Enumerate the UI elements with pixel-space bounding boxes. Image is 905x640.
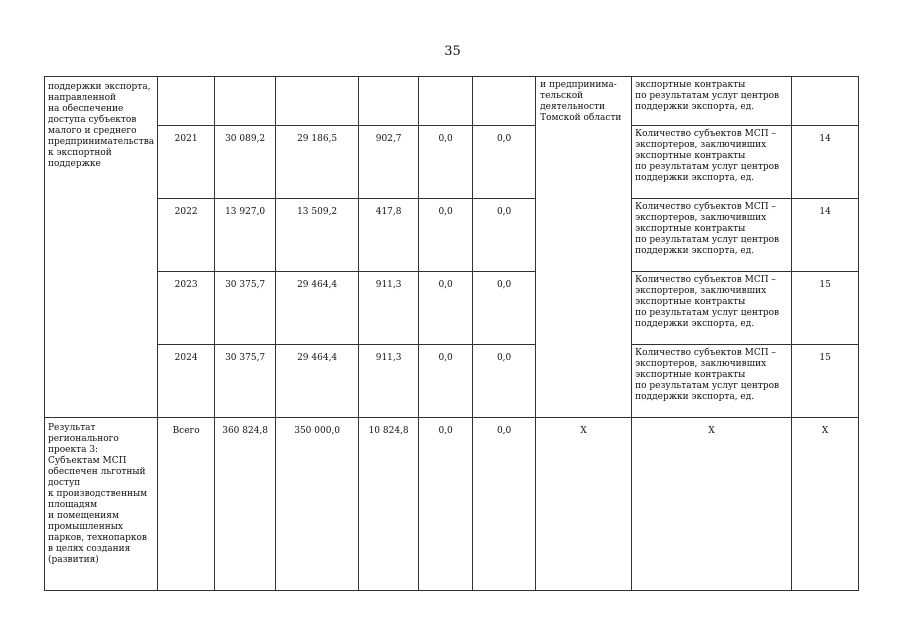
- other-sources-cell: 0,0: [473, 345, 536, 418]
- table-row: [45, 272, 859, 345]
- table-row: [45, 418, 859, 591]
- empty-cell: [215, 77, 276, 126]
- indicator-cell: Количество субъектов МСП – экспортеров, заключивших экспортные контракты по результатам услуг центров поддержки экспорта, ед.: [632, 126, 792, 199]
- year-cell: 2021: [158, 126, 215, 199]
- regional-budget-cell: 911,3: [359, 345, 419, 418]
- local-budget-cell: 0,0: [419, 126, 473, 199]
- responsible-cell: и предпринима- тельской деятельности Томской области: [536, 77, 632, 418]
- table-row: [45, 199, 859, 272]
- indicator-cell: Количество субъектов МСП – экспортеров, заключивших экспортные контракты по результатам услуг центров поддержки экспорта, ед.: [632, 272, 792, 345]
- other-sources-cell: 0,0: [473, 418, 536, 591]
- empty-cell: [158, 77, 215, 126]
- event-name-cell: поддержки экспорта, направленной на обеспечение доступа субъектов малого и среднего предпринимательства к экспортной поддержке: [45, 77, 158, 418]
- program-table: [44, 76, 859, 591]
- local-budget-cell: 0,0: [419, 199, 473, 272]
- indicator-value-cell: 15: [792, 272, 859, 345]
- year-cell: 2024: [158, 345, 215, 418]
- federal-budget-cell: 29 464,4: [276, 345, 359, 418]
- total-cell: 30 375,7: [215, 345, 276, 418]
- empty-cell: [473, 77, 536, 126]
- federal-budget-cell: 350 000,0: [276, 418, 359, 591]
- other-sources-cell: 0,0: [473, 199, 536, 272]
- table-row: [45, 77, 859, 126]
- year-cell: 2023: [158, 272, 215, 345]
- regional-budget-cell: 10 824,8: [359, 418, 419, 591]
- total-cell: 360 824,8: [215, 418, 276, 591]
- empty-cell: [792, 77, 859, 126]
- empty-cell: [419, 77, 473, 126]
- indicator-value-cell: Х: [792, 418, 859, 591]
- other-sources-cell: 0,0: [473, 126, 536, 199]
- indicator-cell: Х: [632, 418, 792, 591]
- local-budget-cell: 0,0: [419, 272, 473, 345]
- result-name-cell: Результат регионального проекта 3: Субъектам МСП обеспечен льготный доступ к производственным площадям и помещениям промышленных парков, технопарков в целях создания (развития): [45, 418, 158, 591]
- empty-cell: [359, 77, 419, 126]
- local-budget-cell: 0,0: [419, 345, 473, 418]
- federal-budget-cell: 13 509,2: [276, 199, 359, 272]
- responsible-cell: Х: [536, 418, 632, 591]
- local-budget-cell: 0,0: [419, 418, 473, 591]
- empty-cell: [276, 77, 359, 126]
- indicator-value-cell: 14: [792, 199, 859, 272]
- page-number: 35: [444, 44, 461, 59]
- total-cell: 13 927,0: [215, 199, 276, 272]
- indicator-value-cell: 15: [792, 345, 859, 418]
- indicator-cell: Количество субъектов МСП – экспортеров, заключивших экспортные контракты по результатам услуг центров поддержки экспорта, ед.: [632, 199, 792, 272]
- table-row: [45, 126, 859, 199]
- indicator-cell: Количество субъектов МСП – экспортеров, заключивших экспортные контракты по результатам услуг центров поддержки экспорта, ед.: [632, 345, 792, 418]
- indicator-cell: экспортные контракты по результатам услуг центров поддержки экспорта, ед.: [632, 77, 792, 126]
- regional-budget-cell: 911,3: [359, 272, 419, 345]
- total-cell: 30 089,2: [215, 126, 276, 199]
- indicator-value-cell: 14: [792, 126, 859, 199]
- regional-budget-cell: 417,8: [359, 199, 419, 272]
- total-cell: 30 375,7: [215, 272, 276, 345]
- federal-budget-cell: 29 464,4: [276, 272, 359, 345]
- table-row: [45, 345, 859, 418]
- regional-budget-cell: 902,7: [359, 126, 419, 199]
- other-sources-cell: 0,0: [473, 272, 536, 345]
- year-cell: 2022: [158, 199, 215, 272]
- year-cell: Всего: [158, 418, 215, 591]
- federal-budget-cell: 29 186,5: [276, 126, 359, 199]
